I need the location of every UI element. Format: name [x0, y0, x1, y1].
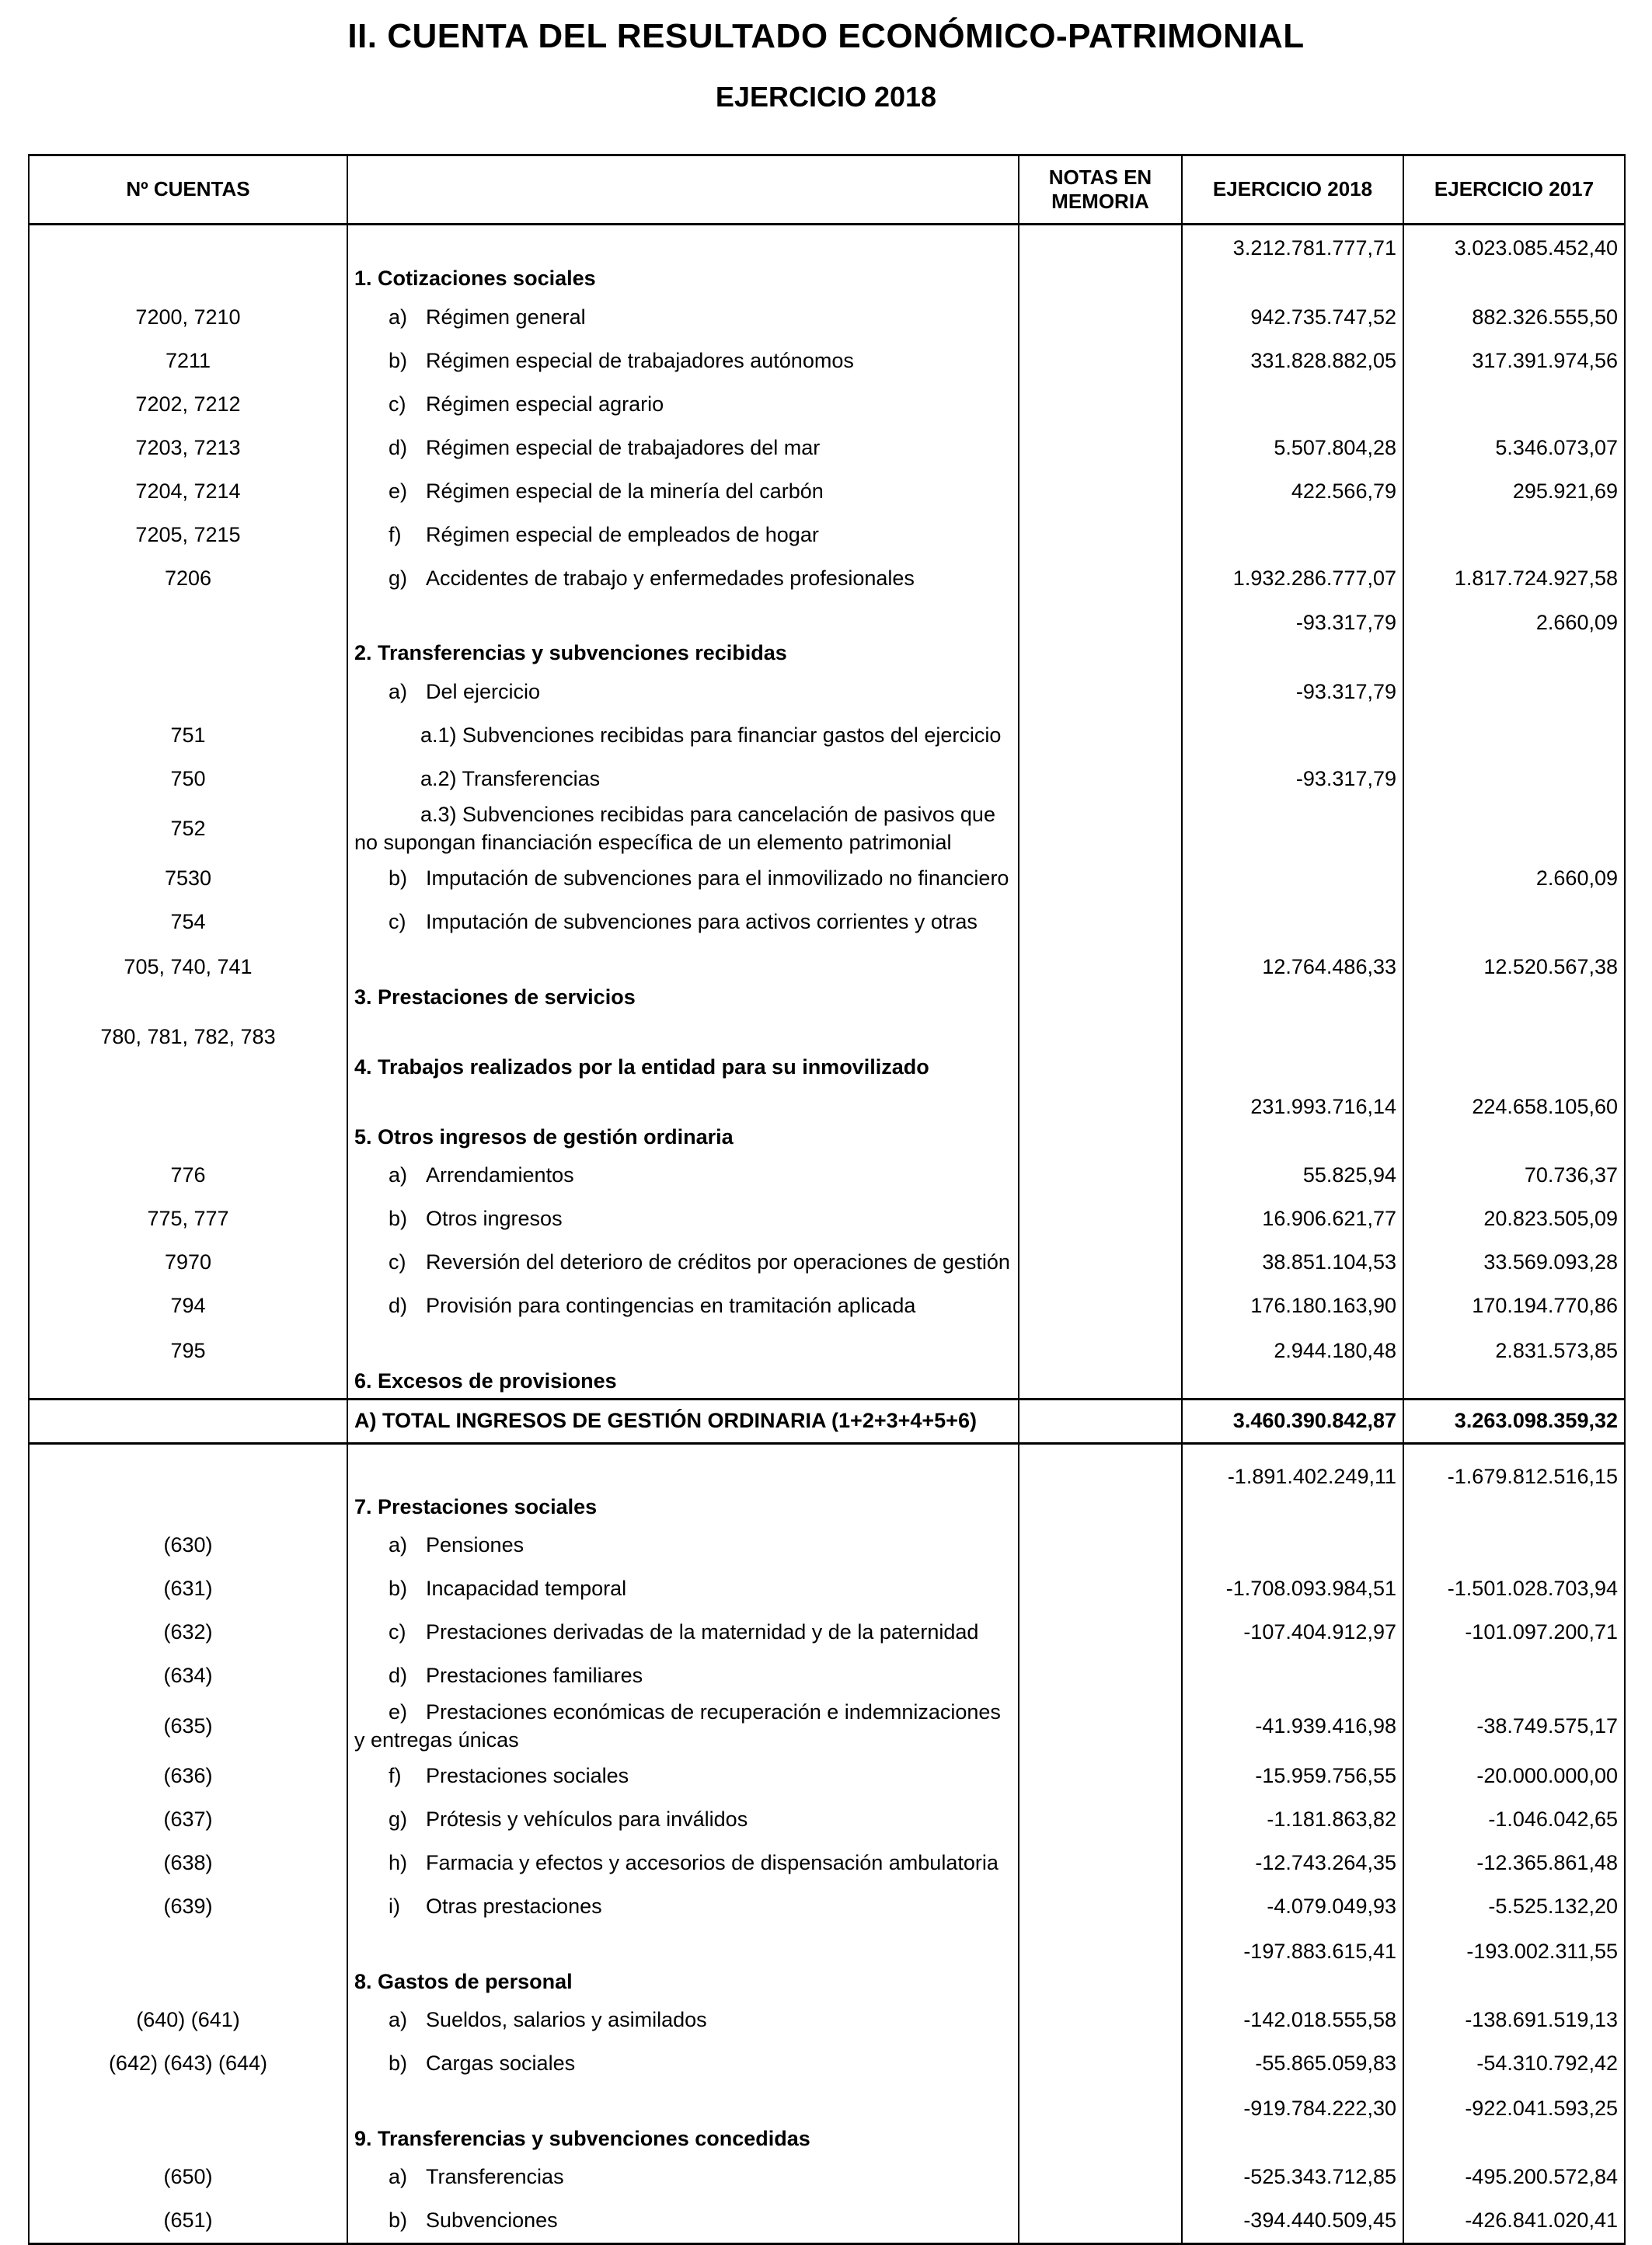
table-row: [29, 1084, 1625, 1154]
total-row: [29, 1399, 1625, 1443]
value-2018: [1182, 382, 1403, 426]
account-cell: (634): [29, 1654, 347, 1698]
account-cell: 7202, 7212: [29, 382, 347, 426]
account-cell: (651): [29, 2199, 347, 2244]
account-cell: 795: [29, 1328, 347, 1400]
item-label: Transferencias: [426, 2165, 564, 2189]
account-cell: (640) (641): [29, 1999, 347, 2042]
value-2017: 1.817.724.927,58: [1403, 556, 1625, 600]
header-notes: NOTAS EN MEMORIA: [1019, 155, 1182, 225]
value-2017: 170.194.770,86: [1403, 1285, 1625, 1328]
value-2017: -54.310.792,42: [1403, 2042, 1625, 2086]
account-cell: (631): [29, 1567, 347, 1611]
value-2018: [1182, 1014, 1403, 1084]
account-cell: 7211: [29, 339, 347, 382]
value-2018: -1.891.402.249,11: [1182, 1454, 1403, 1524]
value-2017: [1403, 800, 1625, 857]
value-2017: -20.000.000,00: [1403, 1755, 1625, 1798]
table-row: [29, 1885, 1625, 1929]
value-2018: -93.317,79: [1182, 600, 1403, 670]
item-label: Régimen especial agrario: [426, 392, 664, 416]
value-2018: [1182, 857, 1403, 901]
value-2017: [1403, 901, 1625, 944]
account-cell: 780, 781, 782, 783: [29, 1014, 347, 1084]
value-2017: -426.841.020,41: [1403, 2199, 1625, 2244]
item-label: Régimen general: [426, 305, 586, 329]
value-2018: -142.018.555,58: [1182, 1999, 1403, 2042]
value-2018: 942.735.747,52: [1182, 295, 1403, 339]
account-cell: 751: [29, 713, 347, 757]
value-2017: -1.046.042,65: [1403, 1798, 1625, 1842]
page-title: II. CUENTA DEL RESULTADO ECONÓMICO-PATRIMONIAL: [347, 17, 1305, 55]
table-row: [29, 800, 1625, 857]
table-row: [29, 1842, 1625, 1885]
account-cell: 7205, 7215: [29, 513, 347, 556]
table-row: [29, 2042, 1625, 2086]
value-2018: -12.743.264,35: [1182, 1842, 1403, 1885]
account-cell: [29, 2086, 347, 2156]
table-row: [29, 1454, 1625, 1524]
account-cell: (639): [29, 1885, 347, 1929]
value-2017: 295.921,69: [1403, 469, 1625, 513]
income-group: [29, 225, 1625, 1400]
value-2018: -394.440.509,45: [1182, 2199, 1403, 2244]
account-cell: (632): [29, 1611, 347, 1654]
item-label-line2: y entregas únicas: [354, 1728, 519, 1752]
table-row: [29, 2086, 1625, 2156]
value-2018: -93.317,79: [1182, 757, 1403, 800]
subitem-label-line1: a.3) Subvenciones recibidas para cancelación de pasivos que: [420, 803, 995, 826]
account-cell: [29, 670, 347, 713]
value-2018: -4.079.049,93: [1182, 1885, 1403, 1929]
account-cell: (642) (643) (644): [29, 2042, 347, 2086]
section-label: 4. Trabajos realizados por la entidad para su inmovilizado: [347, 1014, 1019, 1084]
value-2018: 422.566,79: [1182, 469, 1403, 513]
item-label: Reversión del deterioro de créditos por operaciones de gestión: [426, 1250, 1010, 1274]
account-cell: 752: [29, 800, 347, 857]
account-cell: [29, 1454, 347, 1524]
value-2017: -1.679.812.516,15: [1403, 1454, 1625, 1524]
value-2018: 38.851.104,53: [1182, 1241, 1403, 1285]
table-row: [29, 382, 1625, 426]
value-2017: -38.749.575,17: [1403, 1698, 1625, 1755]
section-label: 9. Transferencias y subvenciones concedidas: [347, 2086, 1019, 2156]
account-cell: [29, 1929, 347, 1999]
account-cell: [29, 225, 347, 296]
account-cell: [29, 1084, 347, 1154]
section-label: 8. Gastos de personal: [347, 1929, 1019, 1999]
account-cell: (630): [29, 1524, 347, 1567]
item-letter: b): [389, 866, 408, 891]
account-cell: 775, 777: [29, 1197, 347, 1241]
value-2017: 33.569.093,28: [1403, 1241, 1625, 1285]
value-2018: -93.317,79: [1182, 670, 1403, 713]
value-2018: 3.212.781.777,71: [1182, 225, 1403, 296]
item-letter: a): [389, 2165, 408, 2189]
results-table: [28, 154, 1626, 2245]
section-label: 6. Excesos de provisiones: [347, 1328, 1019, 1400]
value-2017: [1403, 1524, 1625, 1567]
table-row: [29, 713, 1625, 757]
value-2017: [1403, 1014, 1625, 1084]
section-label: 5. Otros ingresos de gestión ordinaria: [347, 1084, 1019, 1154]
notes-cell: [1019, 225, 1182, 296]
table-row: [29, 513, 1625, 556]
item-letter: d): [389, 435, 408, 459]
value-2018: [1182, 1654, 1403, 1698]
account-cell: (638): [29, 1842, 347, 1885]
item-letter: i): [389, 1895, 400, 1919]
table-row: [29, 1197, 1625, 1241]
value-2017: 12.520.567,38: [1403, 944, 1625, 1014]
total-income-group: [29, 1399, 1625, 1443]
account-cell: 705, 740, 741: [29, 944, 347, 1014]
value-2018: 12.764.486,33: [1182, 944, 1403, 1014]
item-label-line1: Prestaciones económicas de recuperación e indemnizaciones: [426, 1699, 1001, 1724]
table-row: [29, 1241, 1625, 1285]
item-label: Régimen especial de empleados de hogar: [426, 522, 819, 546]
value-2018: -1.708.093.984,51: [1182, 1567, 1403, 1611]
value-2018: 1.932.286.777,07: [1182, 556, 1403, 600]
value-2017: 20.823.505,09: [1403, 1197, 1625, 1241]
item-label: Farmacia y efectos y accesorios de dispensación ambulatoria: [426, 1851, 999, 1875]
item-letter: f): [389, 1764, 402, 1788]
total-2017: 3.263.098.359,32: [1403, 1399, 1625, 1443]
value-2018: [1182, 713, 1403, 757]
value-2018: -919.784.222,30: [1182, 2086, 1403, 2156]
value-2017: 5.346.073,07: [1403, 426, 1625, 469]
item-letter: a): [389, 1533, 408, 1557]
account-cell: [29, 600, 347, 670]
account-cell: (635): [29, 1698, 347, 1755]
table-row: [29, 1654, 1625, 1698]
item-label: Imputación de subvenciones para activos corrientes y otras: [426, 910, 978, 934]
item-letter: d): [389, 1664, 408, 1688]
item-letter: c): [389, 910, 406, 934]
account-cell: 7206: [29, 556, 347, 600]
value-2017: 2.660,09: [1403, 857, 1625, 901]
item-label: Pensiones: [426, 1533, 525, 1557]
value-2017: [1403, 713, 1625, 757]
item-label: Régimen especial de la minería del carbón: [426, 479, 824, 503]
value-2017: 70.736,37: [1403, 1154, 1625, 1197]
subitem-label-line2: no supongan financiación específica de un elemento patrimonial: [354, 831, 952, 855]
value-2018: 16.906.621,77: [1182, 1197, 1403, 1241]
value-2018: -41.939.416,98: [1182, 1698, 1403, 1755]
value-2018: 176.180.163,90: [1182, 1285, 1403, 1328]
account-cell: 7204, 7214: [29, 469, 347, 513]
value-2017: -138.691.519,13: [1403, 1999, 1625, 2042]
value-2018: [1182, 901, 1403, 944]
page-subtitle: EJERCICIO 2018: [715, 81, 937, 113]
table-row: [29, 469, 1625, 513]
account-cell: 7203, 7213: [29, 426, 347, 469]
item-label: Régimen especial de trabajadores autónomos: [426, 348, 854, 372]
item-label: Accidentes de trabajo y enfermedades profesionales: [426, 566, 915, 590]
table-row: [29, 339, 1625, 382]
item-letter: b): [389, 1207, 408, 1231]
value-2017: 317.391.974,56: [1403, 339, 1625, 382]
table-row: [29, 225, 1625, 296]
table-row: [29, 1611, 1625, 1654]
value-2017: -495.200.572,84: [1403, 2156, 1625, 2199]
item-label: Incapacidad temporal: [426, 1577, 627, 1601]
value-2018: -55.865.059,83: [1182, 2042, 1403, 2086]
value-2017: [1403, 670, 1625, 713]
table-row: [29, 1328, 1625, 1400]
item-label: Prestaciones derivadas de la maternidad y de la paternidad: [426, 1620, 979, 1644]
item-letter: c): [389, 392, 406, 416]
table-row: [29, 295, 1625, 339]
item-letter: a): [389, 1163, 408, 1187]
item-letter: e): [389, 1699, 408, 1724]
item-label: Subvenciones: [426, 2208, 558, 2233]
header-description: [347, 155, 1019, 225]
table-row: [29, 2199, 1625, 2244]
value-2017: 2.660,09: [1403, 600, 1625, 670]
account-cell: (650): [29, 2156, 347, 2199]
table-row: [29, 426, 1625, 469]
value-2017: 882.326.555,50: [1403, 295, 1625, 339]
value-2018: -15.959.756,55: [1182, 1755, 1403, 1798]
table-row: [29, 1929, 1625, 1999]
value-2018: 331.828.882,05: [1182, 339, 1403, 382]
item-label: Régimen especial de trabajadores del mar: [426, 435, 821, 459]
item-letter: c): [389, 1250, 406, 1274]
table-row: [29, 670, 1625, 713]
account-cell: (637): [29, 1798, 347, 1842]
table-row: [29, 1567, 1625, 1611]
expense-group: [29, 1443, 1625, 2243]
header-2018: EJERCICIO 2018: [1182, 155, 1403, 225]
item-label: Prestaciones sociales: [426, 1764, 629, 1788]
section-label: 3. Prestaciones de servicios: [347, 944, 1019, 1014]
item-label: Prótesis y vehículos para inválidos: [426, 1808, 748, 1832]
account-cell: [29, 1399, 347, 1443]
item-label: Del ejercicio: [426, 679, 541, 703]
value-2018: 231.993.716,14: [1182, 1084, 1403, 1154]
item-letter: a): [389, 2008, 408, 2032]
item-letter: c): [389, 1620, 406, 1644]
item-letter: a): [389, 679, 408, 703]
table-row: [29, 901, 1625, 944]
value-2017: 3.023.085.452,40: [1403, 225, 1625, 296]
value-2017: 224.658.105,60: [1403, 1084, 1625, 1154]
item-letter: b): [389, 2052, 408, 2076]
value-2017: 2.831.573,85: [1403, 1328, 1625, 1400]
item-label: Prestaciones familiares: [426, 1664, 643, 1688]
section-label: 1. Cotizaciones sociales: [347, 225, 1019, 296]
value-2017: -193.002.311,55: [1403, 1929, 1625, 1999]
table-row: [29, 1524, 1625, 1567]
value-2018: 55.825,94: [1182, 1154, 1403, 1197]
item-letter: g): [389, 566, 408, 590]
value-2018: [1182, 1524, 1403, 1567]
value-2018: -197.883.615,41: [1182, 1929, 1403, 1999]
item-label: Otros ingresos: [426, 1207, 563, 1231]
table-row: [29, 1285, 1625, 1328]
account-cell: 794: [29, 1285, 347, 1328]
item-letter: f): [389, 522, 402, 546]
value-2018: [1182, 800, 1403, 857]
table-row: [29, 556, 1625, 600]
value-2017: -12.365.861,48: [1403, 1842, 1625, 1885]
value-2017: [1403, 513, 1625, 556]
header-accounts: Nº CUENTAS: [29, 155, 347, 225]
item-letter: b): [389, 2208, 408, 2233]
value-2018: -1.181.863,82: [1182, 1798, 1403, 1842]
table-row: [29, 1798, 1625, 1842]
table-row: [29, 1698, 1625, 1755]
item-letter: b): [389, 1577, 408, 1601]
item-letter: d): [389, 1294, 408, 1318]
item-letter: e): [389, 479, 408, 503]
table-row: [29, 600, 1625, 670]
table-row: [29, 1154, 1625, 1197]
item-letter: a): [389, 305, 408, 329]
table-row: [29, 1999, 1625, 2042]
value-2017: [1403, 382, 1625, 426]
account-cell: 7200, 7210: [29, 295, 347, 339]
item-label: Sueldos, salarios y asimilados: [426, 2008, 707, 2032]
item-label: Imputación de subvenciones para el inmovilizado no financiero: [426, 866, 1009, 891]
item-label: Provisión para contingencias en tramitación aplicada: [426, 1294, 916, 1318]
table-row: [29, 857, 1625, 901]
section-label: 2. Transferencias y subvenciones recibidas: [347, 600, 1019, 670]
value-2018: -107.404.912,97: [1182, 1611, 1403, 1654]
value-2017: -922.041.593,25: [1403, 2086, 1625, 2156]
value-2017: -5.525.132,20: [1403, 1885, 1625, 1929]
table-row: [29, 1755, 1625, 1798]
value-2017: [1403, 757, 1625, 800]
table-row: [29, 757, 1625, 800]
subitem-label: a.2) Transferencias: [347, 757, 1019, 800]
item-label: Cargas sociales: [426, 2052, 576, 2076]
header-2017: EJERCICIO 2017: [1403, 155, 1625, 225]
value-2017: -1.501.028.703,94: [1403, 1567, 1625, 1611]
value-2018: 2.944.180,48: [1182, 1328, 1403, 1400]
table-row: [29, 2156, 1625, 2199]
account-cell: 750: [29, 757, 347, 800]
item-letter: b): [389, 348, 408, 372]
value-2018: 5.507.804,28: [1182, 426, 1403, 469]
account-cell: (636): [29, 1755, 347, 1798]
item-label: Otras prestaciones: [426, 1895, 602, 1919]
account-cell: 776: [29, 1154, 347, 1197]
subitem-label: a.1) Subvenciones recibidas para financiar gastos del ejercicio: [347, 713, 1019, 757]
table-header-row: [29, 155, 1625, 225]
value-2017: -101.097.200,71: [1403, 1611, 1625, 1654]
total-label: A) TOTAL INGRESOS DE GESTIÓN ORDINARIA (1+2+3+4+5+6): [347, 1399, 1019, 1443]
account-cell: 7970: [29, 1241, 347, 1285]
value-2018: [1182, 513, 1403, 556]
total-2018: 3.460.390.842,87: [1182, 1399, 1403, 1443]
account-cell: 754: [29, 901, 347, 944]
section-label: 7. Prestaciones sociales: [347, 1454, 1019, 1524]
table-row: [29, 944, 1625, 1014]
account-cell: 7530: [29, 857, 347, 901]
item-letter: g): [389, 1808, 408, 1832]
item-label: Arrendamientos: [426, 1163, 574, 1187]
item-letter: h): [389, 1851, 408, 1875]
value-2018: -525.343.712,85: [1182, 2156, 1403, 2199]
table-row: [29, 1014, 1625, 1084]
value-2017: [1403, 1654, 1625, 1698]
